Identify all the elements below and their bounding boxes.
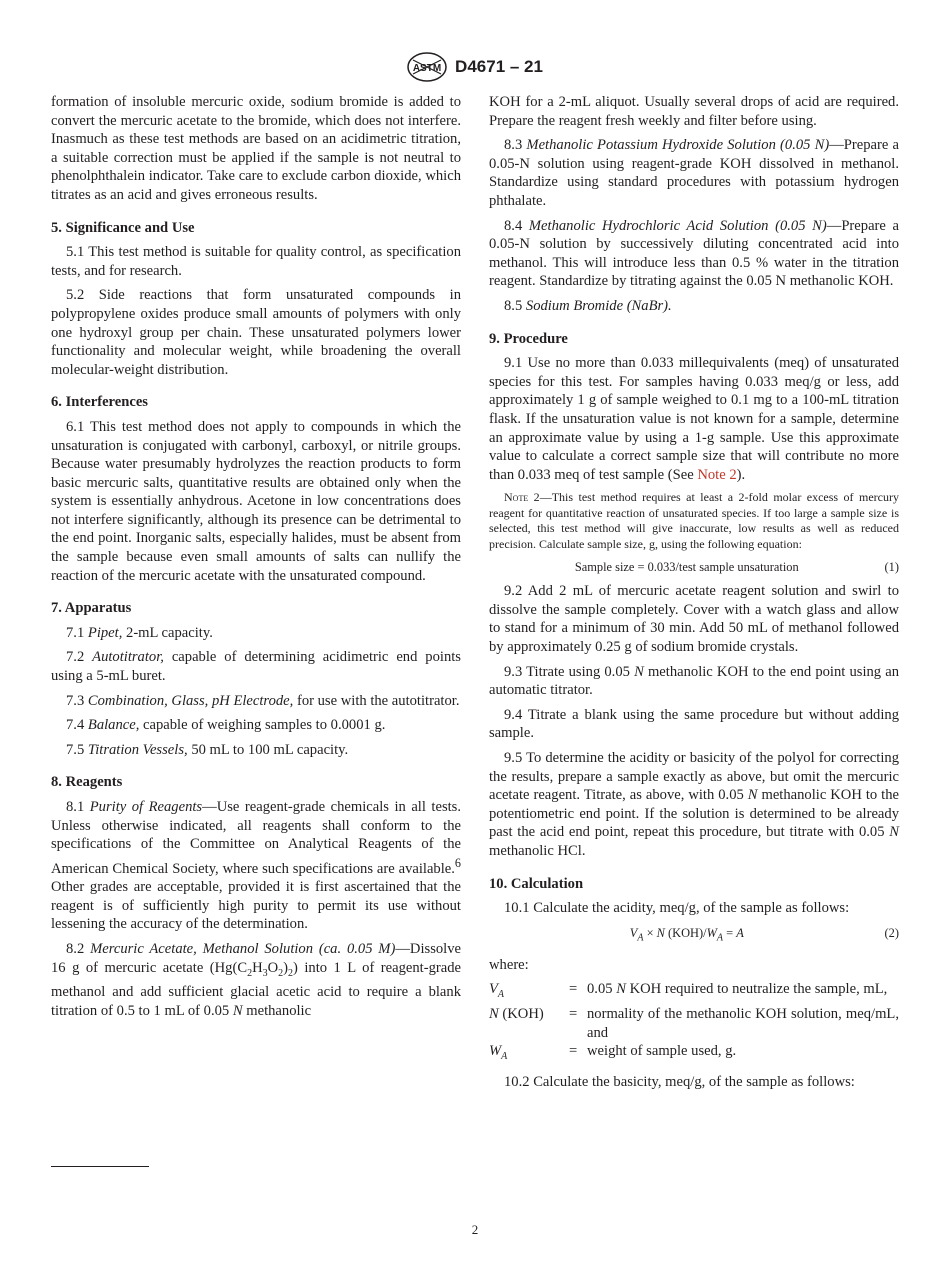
where-label: where:: [489, 956, 529, 973]
page-number: 2: [471, 1222, 479, 1237]
page-header: [0, 52, 950, 82]
svg-text:ASTM: ASTM: [412, 63, 442, 74]
left-column: [51, 93, 461, 1026]
paragraph-7-2: 7.2 Autotitrator, capable of determining acidimetric end points using a 5-mL buret.: [51, 649, 461, 685]
paragraph-7-4: 7.4 Balance, capable of weighing samples to 0.0001 g.: [66, 717, 386, 734]
var-wa-definition: weight of sample used, g.: [587, 1043, 737, 1060]
section-heading-interferences: 6. Interferences: [51, 394, 148, 411]
section-heading-apparatus: 7. Apparatus: [51, 600, 132, 617]
section-heading-procedure: 9. Procedure: [489, 330, 568, 347]
paragraph-9-2: 9.2 Add 2 mL of mercuric acetate reagent solution and swirl to dissolve the sample completely. Cover with a watch glass and allow to stand for a minimum of 30 min. Add 50 mL of methanol followed by approximately 0.25 g of sodium bromide crystals.: [489, 583, 899, 656]
paragraph-8-2: 8.2 Mercuric Acetate, Methanol Solution (ca. 0.05 M)—Dissolve 16 g of mercuric acetate $(Hg(C_2H_3O_2)_2)$ into 1 L of reagent-grade methanol and add sufficient glacial acetic acid to require a blank titration of 0.5 to 1 mL of 0.05 N methanolic: [51, 941, 461, 1019]
paragraph-9-4: 9.4 Titrate a blank using the same procedure but without adding sample.: [489, 706, 899, 742]
var-va-symbol: $V_A$: [489, 981, 505, 1001]
var-n-symbol: N (KOH): [489, 1005, 544, 1022]
paragraph-5-2: 5.2 Side reactions that form unsaturated compounds in polypropylene oxides produce small amounts of polymers with only one hydroxyl group per chain. These unsaturated polymers lower functionality and molecular weight, while broadening the overall molecular-weight distribution.: [51, 287, 461, 378]
paragraph-5-1: 5.1 This test method is suitable for quality control, as specification tests, and for research.: [51, 244, 461, 279]
var-va-definition: 0.05 N KOH required to neutralize the sample, mL,: [587, 981, 888, 998]
var-n-definition: normality of the methanolic KOH solution, meq/mL, and: [587, 1005, 899, 1041]
paragraph-9-1: 9.1 Use no more than 0.033 millequivalents (meq) of unsaturated species for this test. For samples having 0.033 meq/g or less, add approximately 1 g of sample weighed to 0.1 mg to a 100-mL titration flask. If the unsaturation value is not known for a sample, determine an approximate value by using a 1-g sample. Use this approximate value to calculate a correct sample size that will contribute no more than 0.033 meq of test sample (See Note 2).: [489, 355, 899, 483]
paragraph-continuation: KOH for a 2-mL aliquot. Usually several drops of acid are required. Prepare the reagent fresh weekly and filter before using.: [489, 94, 899, 129]
paragraph-10-2: 10.2 Calculate the basicity, meq/g, of the sample as follows:: [504, 1073, 855, 1090]
right-column: [489, 93, 899, 1097]
paragraph-7-5: 7.5 Titration Vessels, 50 mL to 100 mL capacity.: [66, 741, 349, 758]
equation-2: $V_A \times N$ $(KOH)/W_A = A$ (2): [629, 925, 899, 944]
paragraph-7-1: 7.1 Pipet, 2-mL capacity.: [66, 624, 213, 641]
paragraph-9-3: 9.3 Titrate using 0.05 N methanolic KOH to the end point using an automatic titrator.: [489, 663, 900, 699]
section-heading-reagents: 8. Reagents: [51, 774, 123, 791]
astm-logo-icon: [407, 52, 447, 82]
paragraph-8-4: 8.4 Methanolic Hydrochloric Acid Solution (0.05 N)—Prepare a 0.05-N solution by successively diluting concentrated acid into methanol. This will introduce less than 0.5 % water in the titration reagent. Standardize by titrating against the 0.05 N methanolic KOH.: [489, 217, 899, 290]
paragraph-10-1: 10.1 Calculate the acidity, meq/g, of the sample as follows:: [504, 900, 850, 917]
paragraph-9-5: 9.5 To determine the acidity or basicity of the polyol for correcting the results, prepare a sample exactly as above, but omit the mercuric acetate reagent. Titrate, as above, with 0.05 N methanolic KOH to the potentiometric end point. If the solution is determined to be already past the acid end point, repeat this procedure, but titrate with 0.05 N methanolic HCl.: [489, 750, 900, 859]
paragraph-8-3: 8.3 Methanolic Potassium Hydroxide Solution (0.05 N)—Prepare a 0.05-N solution using reagent-grade KOH dissolved in methanol. Standardize using standard procedures with potassium hydrogen phthalate.: [489, 137, 899, 209]
document-number: D4671 – 21: [455, 57, 543, 76]
equation-1: Sample size = 0.033/test sample unsaturation (1): [574, 559, 899, 574]
variable-definitions: $V_A$ = 0.05 N KOH required to neutralize the sample, mL, N (KOH) = normality of the methanolic KOH solution, meq/mL, and $W_A$ = weight of sample used, g.: [489, 980, 899, 1066]
paragraph-8-1: 8.1 Purity of Reagents—Use reagent-grade chemicals in all tests. Unless otherwise indicated, all reagents shall conform to the specifications of the Committee on Analytical Reagents of the American Chemical Society, where such specifications are available.$^6$ Other grades are acceptable, provided it is first ascertained that the reagent is of sufficiently high purity to permit its use without lessening the accuracy of the determination.: [51, 799, 462, 933]
footnote-ref: 6: [454, 855, 461, 870]
note-2-link[interactable]: Note 2: [697, 466, 737, 483]
note-2: Note 2—This test method requires at least a 2-fold molar excess of mercury reagent for quantitative reaction of unsaturated species. If too large a sample size is selected, this test method will give inaccurate, low results as well as reduced precision. Calculate sample size, g, using the following equation:: [489, 490, 899, 552]
section-heading-calculation: 10. Calculation: [489, 875, 584, 892]
var-wa-symbol: $W_A$: [489, 1043, 508, 1062]
paragraph-8-5: 8.5 Sodium Bromide (NaBr).: [504, 297, 672, 314]
paragraph-6-1: 6.1 This test method does not apply to compounds in which the unsaturation is conjugated with carbonyl, carboxyl, or nitrile groups. Because water presumably hydrolyzes the reaction products to form basic mercuric salts, quantitative results are obtained only when the system is essentially anhydrous. Acetone in low concentrations does not interfere significantly, although its presence can be detrimental to the end point. Inorganic salts, especially halides, must be absent from the sample because even small amounts of salts can nullify the reaction of the mercuric acetate with the unsaturated compound.: [51, 418, 461, 584]
footnote-divider: [51, 1166, 149, 1167]
paragraph-7-3: 7.3 Combination, Glass, pH Electrode, for use with the autotitrator.: [66, 692, 460, 709]
paragraph-continuation: formation of insoluble mercuric oxide, sodium bromide is added to convert the mercuric acetate to the bromide, which does not interfere. Inasmuch as these test methods are based on an acidimetric titration, a suitable correction must be applied if the sample is not neutral to phenolphthalein indicator. Take care to exclude carbon dioxide, which titrates as an acid and gives erroneous results.: [51, 94, 461, 203]
section-heading-significance: 5. Significance and Use: [51, 219, 195, 236]
